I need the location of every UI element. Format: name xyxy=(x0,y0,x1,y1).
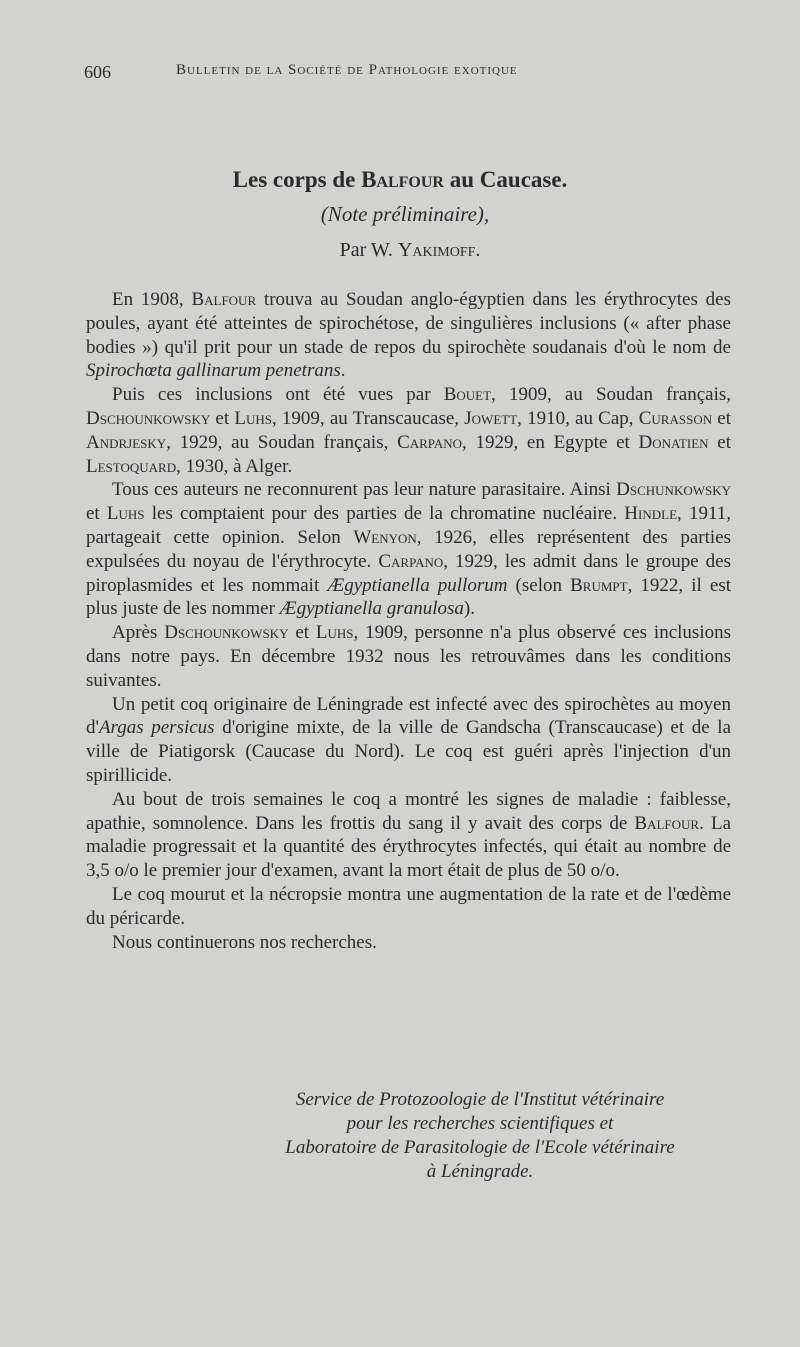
author-name: Balfour xyxy=(634,812,700,834)
text-run: Un petit coq originaire de Léningrade est infecté avec des spirochètes au moyen d' xyxy=(86,693,731,739)
page-number: 606 xyxy=(84,62,111,82)
text-run: et xyxy=(210,407,235,429)
species-name: Ægyptianella pullorum xyxy=(327,574,508,596)
text-run: les comptaient pour des parties de la chromatine nucléaire. xyxy=(144,503,625,525)
author-name: Balfour xyxy=(191,289,257,310)
author-name: Donatien xyxy=(638,431,709,453)
author-name: Andrjesky xyxy=(86,431,167,453)
text-run: Puis ces inclusions ont été vues par xyxy=(112,384,444,406)
text-run: , 1910, au Cap, xyxy=(517,407,639,429)
text-run: et xyxy=(86,503,107,525)
article-body xyxy=(86,288,731,954)
body-paragraph xyxy=(86,288,731,383)
author-name: Carpano xyxy=(378,550,444,572)
page-header xyxy=(84,62,728,86)
text-run: , 1930, à Alger. xyxy=(176,455,293,477)
article-title: Les corps de Balfour au Caucase. xyxy=(232,167,568,192)
text-run: Nous continuerons nos recherches. xyxy=(112,931,377,953)
text-run: Au bout de trois semaines le coq a montré les signes de maladie : faiblesse, apathie, somnolence. Dans les frottis du sang il y avait des corps de xyxy=(86,788,731,834)
text-run: Après xyxy=(112,622,165,644)
signature-line: à Léningrade. xyxy=(426,1161,534,1182)
body-paragraph xyxy=(86,621,731,692)
body-paragraph xyxy=(86,931,731,955)
signature-block xyxy=(200,1088,760,1184)
byline: Par W. Yakimoff. xyxy=(339,239,481,261)
body-paragraph xyxy=(86,883,731,931)
body-paragraph xyxy=(86,693,731,788)
species-name: Spirochœta gallinarum penetrans xyxy=(86,360,341,382)
text-run: et xyxy=(708,431,732,453)
running-head: Bulletin de la Société de Pathologie exotique xyxy=(176,62,518,78)
signature-line: pour les recherches scientifiques et xyxy=(346,1113,614,1134)
author-name: Curasson xyxy=(638,407,713,429)
article-heading xyxy=(0,165,800,265)
text-run: , 1909, personne n'a plus observé ces inclusions dans notre pays. En décembre 1932 nous les retrouvâmes dans les conditions suivantes. xyxy=(86,622,731,691)
body-paragraph xyxy=(86,788,731,883)
author-name: Yakimoff. xyxy=(397,239,481,261)
signature-line: Service de Protozoologie de l'Institut vétérinaire xyxy=(295,1089,665,1110)
text-run: et xyxy=(712,407,732,429)
text-run: , 1929, au Soudan français, xyxy=(166,431,398,453)
title-author-name: Balfour xyxy=(361,167,444,192)
author-name: Lestoquard xyxy=(86,455,177,477)
body-paragraph xyxy=(86,478,731,621)
text-run: . xyxy=(340,360,346,382)
author-name: Jowett xyxy=(464,407,518,429)
author-name: Dschounkowsky xyxy=(164,622,289,644)
text-run: , 1929, en Egypte et xyxy=(462,431,639,453)
author-name: Hindle xyxy=(624,503,678,525)
text-run: Tous ces auteurs ne reconnurent pas leur nature parasitaire. Ainsi xyxy=(112,479,617,501)
author-name: Luhs xyxy=(315,622,354,644)
species-name: Argas persicus xyxy=(98,717,215,739)
body-paragraph xyxy=(86,383,731,478)
text-run: ). xyxy=(463,598,475,620)
species-name: Ægyptianella granulosa xyxy=(279,598,464,620)
author-name: Dschounkowsky xyxy=(86,407,211,429)
author-name: Luhs xyxy=(234,407,272,429)
text-run: . La maladie progressait et la quantité des érythrocytes infectés, qui était au nombre de 3,5 o/o le premier jour d'examen, avant la mort était de plus de 50 o/o. xyxy=(86,812,731,882)
text-run: , 1922, il est plus juste de les nommer xyxy=(86,574,731,620)
text-run: , 1909, au Transcaucase, xyxy=(271,407,465,429)
author-name: Brumpt xyxy=(570,574,628,596)
text-run: En 1908, xyxy=(112,289,192,310)
author-name: Wenyon xyxy=(353,526,417,548)
text-run: (selon xyxy=(507,574,571,596)
author-name: Carpano xyxy=(397,431,462,453)
text-run: , 1926, elles représentent des parties expulsées du noyau de l'érythrocyte. xyxy=(86,526,731,572)
article-subtitle: (Note préliminaire), xyxy=(320,202,490,226)
author-name: Dschunkowsky xyxy=(616,479,731,501)
author-name: Bouet xyxy=(443,384,492,406)
text-run: , 1929, les admit dans le groupe des piroplasmides et les nommait xyxy=(86,550,731,596)
text-run: , 1909, au Soudan français, xyxy=(491,384,731,406)
text-run: et xyxy=(288,622,316,644)
text-run: , 1911, partageait cette opinion. Selon xyxy=(86,503,732,548)
author-name: Luhs xyxy=(106,503,145,525)
text-run: d'origine mixte, de la ville de Gandscha (Transcaucase) et de la ville de Piatigorsk (Caucase du Nord). Le coq est guéri après l'injection d'un spirillicide. xyxy=(86,717,731,786)
signature-line: Laboratoire de Parasitologie de l'Ecole vétérinaire xyxy=(285,1137,675,1158)
text-run: trouva au Soudan anglo-égyptien dans les érythrocytes des poules, ayant été atteintes de spirochétose, de singulières inclusions (« after phase bodies ») qu'il prit pour un stade de repos du spirochète soudanais d'où le nom de xyxy=(86,289,732,358)
text-run: Le coq mourut et la nécropsie montra une augmentation de la rate et de l'œdème du péricarde. xyxy=(86,883,731,929)
